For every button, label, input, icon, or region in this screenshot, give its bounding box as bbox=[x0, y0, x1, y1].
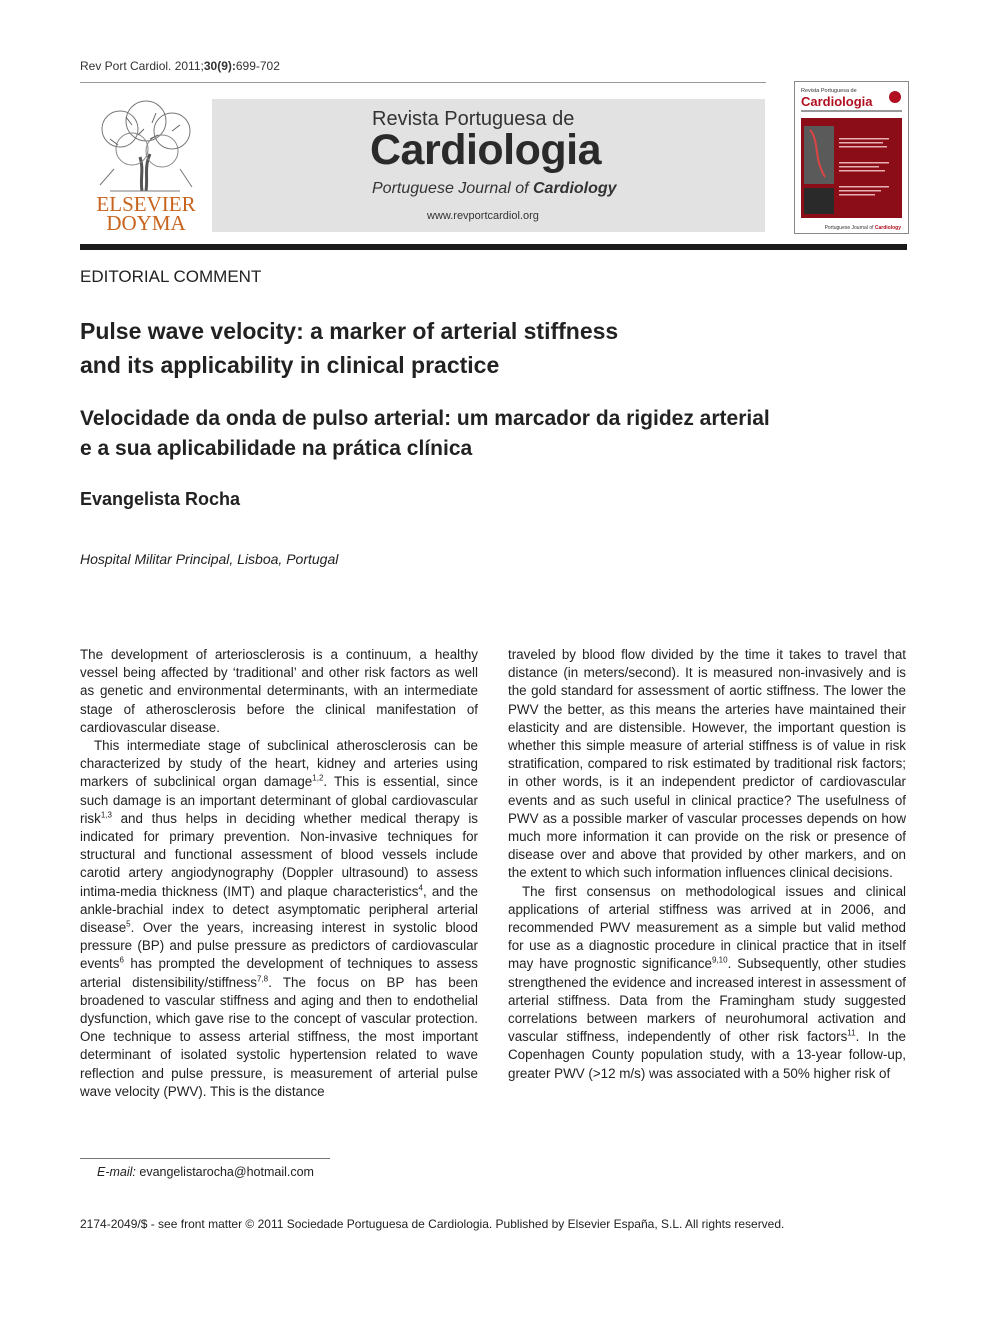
section-label: EDITORIAL COMMENT bbox=[80, 267, 262, 286]
journal-subtitle-bold: Cardiology bbox=[533, 180, 617, 197]
journal-url[interactable]: www.revportcardiol.org bbox=[427, 210, 539, 222]
paragraph-1: The development of arteriosclerosis is a continuum, a healthy vessel being affected by ‘traditional’ and other risk factors as well as genetic and environmental determinants, with an intermediate stage of atherosclerosis before the clinical manifestation of cardiovascular disease. bbox=[80, 647, 478, 735]
citation-journal: Rev Port Cardiol. 2011; bbox=[80, 59, 204, 73]
copyright-notice: 2174-2049/$ - see front matter © 2011 Sociedade Portuguesa de Cardiologia. Published by Elsevier España, S.L. All rights reserved. bbox=[80, 1217, 785, 1231]
journal-name-prefix: Revista Portuguesa de bbox=[372, 108, 575, 130]
paragraph-2: This intermediate stage of subclinical atherosclerosis can be characterized by study of the heart, kidney and arteries using markers of subclinical organ damage$^{1,2}$. This is essential, since such damage is an important determinant of global cardiovascular risk$^{1,3}$ and thus helps in deciding whether medical therapy is indicated for primary prevention. Non-invasive techniques for structural and functional assessment of blood vessels include carotid artery angiodynography (Doppler ultrasound) to assess intima-media thickness (IMT) and plaque characteristics$^4$, and the ankle-brachial index to detect asymptomatic peripheral arterial disease$^5$. Over the years, increasing interest in systolic blood pressure (BP) and pulse pressure as predictors of cardiovascular events$^6$ has prompted the development of techniques to assess arterial distensibility/stiffness$^{7,8}$. The focus on BP has been broadened to vascular stiffness and aging and then to endothelial dysfunction, which gave rise to the concept of vascular protection. One technique to assess arterial stiffness, the most important determinant of isolated systolic hypertension related to wave reflection and pulse pressure, is measurement of arterial pulse wave velocity (PWV). This is the distance bbox=[80, 738, 479, 1099]
body-column-right bbox=[508, 646, 906, 1083]
journal-subtitle bbox=[372, 180, 617, 198]
reference-marker[interactable]: 1,2 bbox=[312, 773, 324, 783]
article-title-pt bbox=[80, 404, 880, 464]
reference-marker[interactable]: 4 bbox=[418, 883, 423, 893]
reference-marker[interactable]: 9,10 bbox=[711, 955, 728, 965]
footnote-rule bbox=[80, 1158, 330, 1159]
article-title-en bbox=[80, 314, 840, 382]
publisher-name-line1: ELSEVIER bbox=[96, 192, 196, 216]
paragraph-2-continued: traveled by blood flow divided by the time it takes to travel that distance (in meters/second). It is measured non-invasively and is the gold standard for assessment of aortic stiffness. The lower the PWV the better, as this means the arteries have maintained their elasticity and are distensible. However, the important question is whether this simple measure of arterial stiffness is of value in risk stratification, compared to risk estimated by traditional risk factors; in other words, is it an independent predictor of cardiovascular events and as such useful in clinical practice? The usefulness of PWV as a possible marker of vascular processes depends on how much more information it can provide on the risk or presence of disease over and above that provided by other markers, and on the extent to which such information influences clinical decisions. bbox=[508, 647, 906, 881]
article-title-en-line2: and its applicability in clinical practice bbox=[80, 352, 500, 378]
publisher-name-line2: DOYMA bbox=[106, 211, 186, 233]
citation-pages: 699-702 bbox=[235, 59, 280, 73]
reference-marker[interactable]: 6 bbox=[119, 955, 124, 965]
article-title-en-line1: Pulse wave velocity: a marker of arterial stiffness bbox=[80, 318, 619, 344]
email-label: E-mail: bbox=[97, 1165, 136, 1179]
reference-marker[interactable]: 1,3 bbox=[100, 810, 112, 820]
cover-footer bbox=[825, 225, 902, 231]
journal-cover-thumbnail bbox=[794, 81, 909, 234]
cover-illustration bbox=[795, 82, 908, 233]
reference-marker[interactable]: 5 bbox=[126, 919, 131, 929]
journal-citation bbox=[80, 59, 280, 73]
article-title-pt-line2: e a sua aplicabilidade na prática clínica bbox=[80, 437, 473, 460]
header-rule bbox=[80, 244, 907, 250]
corresponding-email bbox=[97, 1165, 314, 1179]
cover-heart-icon bbox=[889, 91, 901, 103]
author-affiliation: Hospital Militar Principal, Lisboa, Portugal bbox=[80, 551, 339, 567]
journal-name: Cardiologia bbox=[370, 126, 602, 174]
citation-volume: 30(9): bbox=[203, 59, 236, 73]
cover-footer-prefix: Portuguese Journal of bbox=[824, 225, 875, 231]
author-name: Evangelista Rocha bbox=[80, 489, 241, 509]
journal-subtitle-prefix: Portuguese Journal of bbox=[372, 180, 533, 197]
body-column-left bbox=[80, 646, 478, 1101]
top-divider bbox=[80, 82, 766, 83]
reference-marker[interactable]: 7,8 bbox=[256, 974, 269, 984]
article-title-pt-line1: Velocidade da onda de pulso arterial: um marcador da rigidez arterial bbox=[80, 407, 770, 430]
tree-icon bbox=[100, 101, 192, 191]
elsevier-doyma-logo bbox=[80, 99, 212, 233]
cover-title: Cardiologia bbox=[801, 94, 873, 109]
reference-marker[interactable]: 11 bbox=[847, 1028, 856, 1038]
email-link[interactable]: evangelistarocha@hotmail.com bbox=[135, 1165, 314, 1179]
cover-title-prefix: Revista Portuguesa de bbox=[801, 88, 857, 94]
paragraph-3: The first consensus on methodological issues and clinical applications of arterial stiffness was arrived at in 2006, and recommended PWV measurement as a simple but valid method for use as a diagnostic procedure in clinical practice that in itself may have prognostic significance$^{9,10}$. Subsequently, other studies strengthened the evidence and increased interest in assessment of arterial stiffness. Data from the Framingham study suggested correlations between markers of neurohumoral activation and vascular stiffness, independently of other risk factors$^{11}$. In the Copenhagen County population study, with a 13-year follow-up, greater PWV (>12 m/s) was associated with a 50% higher risk of bbox=[508, 883, 906, 1081]
cover-footer-bold: Cardiology bbox=[874, 225, 901, 231]
